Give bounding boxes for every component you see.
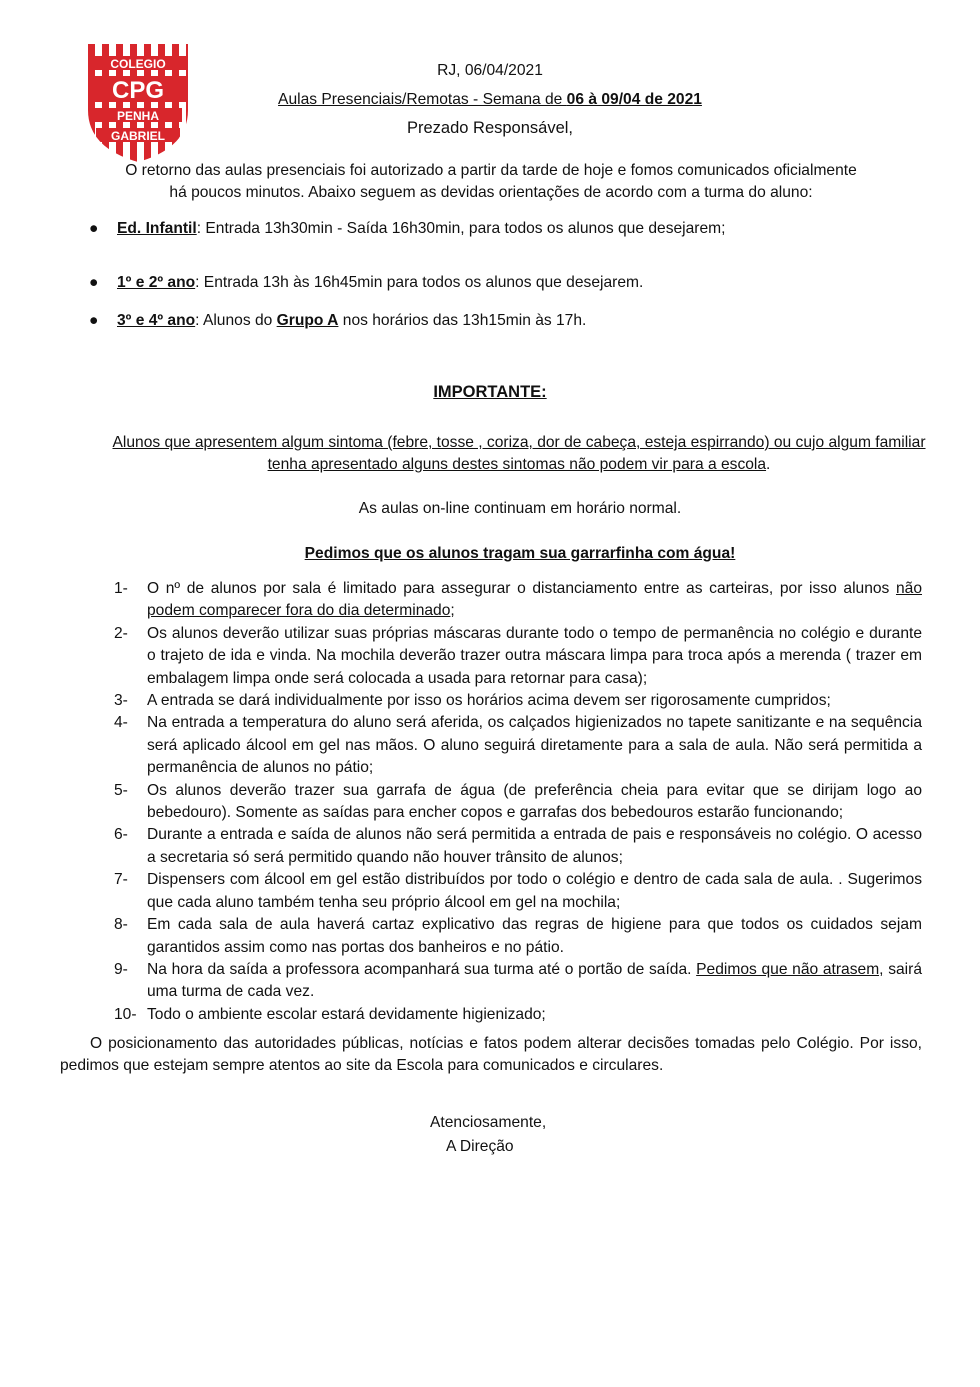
list-item [114,690,922,712]
schedule-text: : Entrada 13h às 16h45min para todos os alunos que desejarem. [195,274,644,291]
schedule-label: Ed. Infantil [117,220,197,237]
rule-underline: Pedimos que não atrasem, [696,960,884,978]
rule-text: Na hora da saída a professora acompanhará sua turma até o portão de saída. [147,960,697,978]
symptom-warning-text: Alunos que apresentem algum sintoma (febre, tosse , coriza, dor de cabeça, esteja espirrando) ou cujo algum familiar tenha apresentado alguns destes sintomas não podem vir para a escola [112,434,926,473]
list-item [114,578,922,623]
list-item [114,959,922,1004]
rule-text-end: sairá uma turma de cada vez. [147,960,923,1001]
rule-text: Os alunos deverão trazer sua garrafa de água (de preferência cheia para evitar que se dirijam logo ao bebedouro). Somente as saídas para encher copos e garrafas dos bebedouros estarão funcionando; [147,781,922,822]
bullet-icon: ● [89,312,99,329]
list-item [114,824,922,869]
symptom-warning [110,432,928,476]
bullet-icon: ● [89,274,99,291]
rule-text-end: ; [450,602,455,620]
intro-line-2: há poucos minutos. Abaixo seguem as devidas orientações de acordo com a turma do aluno: [169,184,813,201]
rule-text: Durante a entrada e saída de alunos não será permitida a entrada de pais e responsáveis no colégio. O acesso a secretaria só será permitido quando não houver trânsito de alunos; [147,826,922,866]
list-item [86,310,926,332]
rule-number: 1- [114,580,128,597]
rule-number: 7- [114,871,128,889]
list-item [86,272,926,294]
important-heading: IMPORTANTE: [433,383,547,401]
rule-number: 5- [114,781,128,799]
rule-number: 9- [114,960,128,978]
subject-prefix: Aulas Presenciais/Remotas - Semana de [278,91,567,108]
rule-text: Os alunos deverão utilizar suas próprias máscaras durante todo o tempo de permanência no colégio e durante o trajeto de ida e vinda. Na mochila deverão trazer outra máscara limpa para troca após a merenda ( trazer em embalagem limpa onde será colocada a usada para retornar para casa); [147,624,922,687]
rule-text: Em cada sala de aula haverá cartaz explicativo das regras de higiene para que todos os cuidados sejam garantidos assim como nas portas dos banheiros e no pátio. [147,916,922,956]
rule-number: 8- [114,916,128,934]
schedule-label: 3º e 4º ano [117,312,196,329]
water-bottle-note: Pedimos que os alunos tragam sua garrarfinha com água! [304,545,736,562]
signature-name: A Direção [446,1138,514,1155]
rule-number: 2- [114,624,128,642]
schedule-text: : Entrada 13h30min - Saída 16h30min, para todos os alunos que desejarem; [196,220,726,237]
logo-text-bot1: PENHA [116,109,160,123]
schedule-label: 1º e 2º ano [117,274,196,291]
intro-line-1: O retorno das aulas presenciais foi autorizado a partir da tarde de hoje e fomos comunicados oficialmente [125,162,857,179]
rules-list [114,578,922,1026]
logo-text-mid: CPG [111,77,165,104]
rule-number: 4- [114,714,128,732]
greeting: Prezado Responsável, [406,119,573,137]
closing-paragraph: O posicionamento das autoridades públicas, notícias e fatos podem alterar decisões tomadas pelo Colégio. Por isso, pedimos que estejam sempre atentos ao site da Escola para comunicados e circulares. [60,1035,922,1075]
list-item [114,780,922,825]
rule-number: 6- [114,826,128,844]
subject-line [0,91,980,109]
symptom-warning-end: . [766,456,771,473]
list-item [114,869,922,914]
schedule-group: Grupo A [276,312,339,329]
list-item [114,712,922,779]
rule-text: A entrada se dará individualmente por isso os horários acima devem ser rigorosamente cumpridos; [147,692,831,710]
signature-greeting: Atenciosamente, [430,1114,547,1131]
online-classes-note: As aulas on-line continuam em horário normal. [358,500,682,517]
rule-text: Dispensers com álcool em gel estão distribuídos por todo o colégio e dentro de cada sala de aula. . Sugerimos que cada aluno também tenha seu próprio álcool em gel na mochila; [147,871,922,911]
list-item [114,623,922,690]
list-item [114,914,922,959]
bullet-icon: ● [89,220,99,237]
place-date: RJ, 06/04/2021 [437,62,543,79]
rule-text: Na entrada a temperatura do aluno será aferida, os calçados higienizados no tapete sanitizante e na sequência será aplicado álcool em gel nas mãos. O aluno seguirá diretamente para a sala de aula. Não será permitida a permanência de alunos no pátio; [147,714,922,777]
list-item [114,1004,922,1026]
rule-text: O nº de alunos por sala é limitado para assegurar o distanciamento entre as carteiras, por isso alunos [147,580,896,597]
rule-text: Todo o ambiente escolar estará devidamente higienizado; [147,1005,546,1023]
logo-text-bot2: GABRIEL [111,129,165,143]
rule-number: 3- [114,692,128,710]
intro-paragraph [96,160,886,204]
rule-number: 10- [114,1005,137,1023]
schedule-text: nos horários das 13h15min às 17h. [338,312,587,329]
subject-dates: 06 à 09/04 de 2021 [566,91,702,108]
schedule-list [86,218,926,332]
logo-text-top: COLEGIO [110,57,166,71]
list-item [86,218,926,240]
schedule-text: : Alunos do [195,312,277,329]
rule-underline: não podem comparecer fora do dia determinado [147,580,922,620]
